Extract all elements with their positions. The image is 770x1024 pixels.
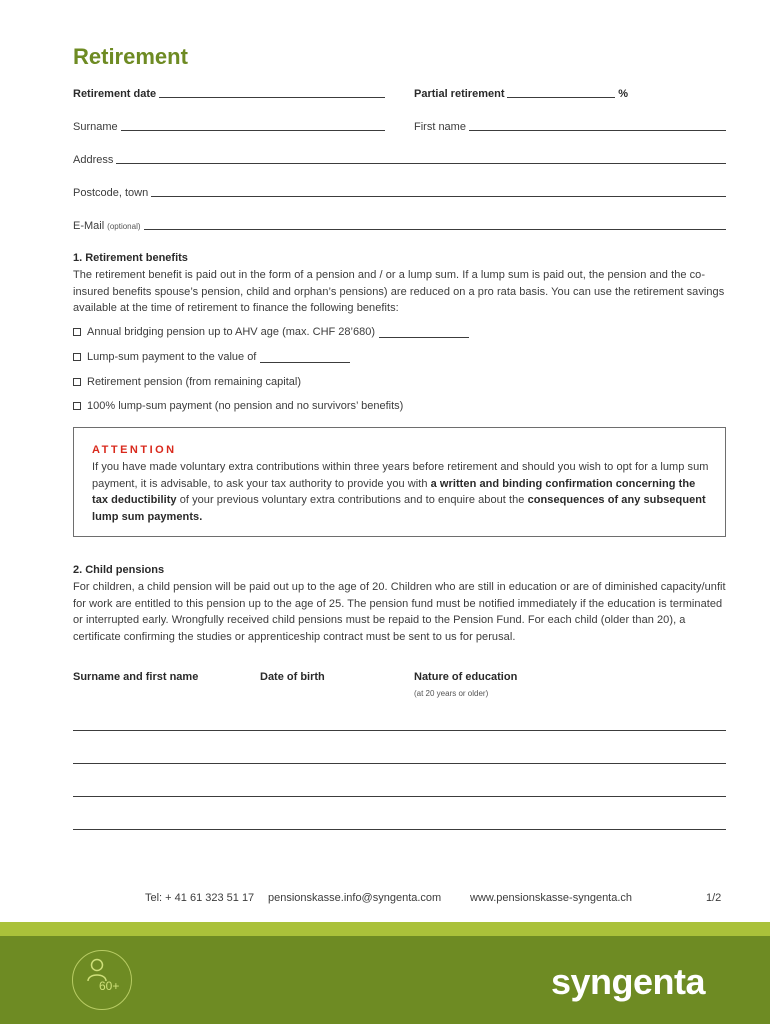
footer-website[interactable]: www.pensionskasse-syngenta.ch [470,892,633,904]
percent-sign: % [618,88,628,100]
option-full-lump-sum[interactable] [73,400,403,412]
column-header-dob: Date of birth [260,671,325,683]
footer-band-light [0,922,770,936]
partial-retirement-input-line[interactable] [507,96,615,98]
page-title: Retirement [73,44,188,69]
retirement-date-field[interactable] [73,88,385,100]
partial-retirement-label: Partial retirement [414,88,505,100]
option-lump-sum-value[interactable] [73,351,350,363]
attention-bold-part: consequences of any subsequent lump sum payments. [92,494,706,523]
option-label: Lump-sum payment to the value of [87,351,257,363]
email-label: E-Mail [73,220,105,232]
attention-text [92,459,712,525]
postcode-town-label: Postcode, town [73,187,149,199]
option-label: Annual bridging pension up to AHV age (max. CHF 28’680) [87,326,376,338]
checkbox[interactable] [73,378,81,386]
lump-sum-amount-line[interactable] [260,352,350,363]
surname-field[interactable] [73,121,385,133]
footer-phone: Tel: + 41 61 323 51 17 [145,892,255,904]
postcode-town-field[interactable] [73,187,726,199]
email-input-line[interactable] [144,228,726,230]
column-education-note: (at 20 years or older) [414,689,489,698]
column-header-name: Surname and first name [73,671,199,683]
footer-email[interactable]: pensionskasse.info@syngenta.com [268,892,442,904]
first-name-label: First name [414,121,466,133]
option-retirement-pension[interactable] [73,376,301,388]
email-optional-note: (optional) [107,222,141,231]
postcode-town-input-line[interactable] [151,195,726,197]
surname-input-line[interactable] [121,129,385,131]
retirement-date-label: Retirement date [73,88,157,100]
retirement-date-input-line[interactable] [159,96,385,98]
section1-heading: 1. Retirement benefits [73,252,188,264]
child-row-line[interactable] [73,796,726,797]
bridging-pension-amount-line[interactable] [379,327,469,338]
first-name-input-line[interactable] [469,129,726,131]
section2-text: For children, a child pension will be paid out up to the age of 20. Children who are still in education or are of diminished capacity/unfit for work are entitled to this pension up to the age of 25. The pension fund must be notified immediately if the education is terminated or interrupted early. Wrongfully received child pensions must be repaid to the Pension Fund. For each child (older than 20), a certificate confirming the studies or apprenticeship contract must be sent to us for perusal. [73,581,726,643]
option-bridging-pension[interactable] [73,326,469,338]
child-row-line[interactable] [73,763,726,764]
address-label: Address [73,154,114,166]
email-field[interactable] [73,220,726,232]
page-number: 1/2 [706,892,722,904]
address-field[interactable] [73,154,726,166]
address-input-line[interactable] [116,162,726,164]
surname-label: Surname [73,121,118,133]
syngenta-logo: syngenta [551,961,706,1002]
checkbox[interactable] [73,402,81,410]
attention-text-part: of your previous voluntary extra contributions and to enquire about the [176,494,528,506]
first-name-field[interactable] [414,121,726,133]
attention-bold-part: a written and binding confirmation concerning the tax deductibility [92,477,696,506]
partial-retirement-field[interactable] [414,88,628,100]
checkbox[interactable] [73,328,81,336]
attention-title: ATTENTION [92,444,177,456]
attention-text-part: If you have made voluntary extra contributions within three years before retirement and should you wish to opt for a lump sum payment, it is advisable, to ask your tax authority to provide you with [92,461,709,490]
age-badge-label: 60+ [99,979,120,993]
option-label: Retirement pension (from remaining capital) [87,376,301,388]
column-header-education: Nature of education [414,671,518,683]
child-row-line[interactable] [73,829,726,830]
section2-heading: 2. Child pensions [73,564,165,576]
section1-text: The retirement benefit is paid out in the form of a pension and / or a lump sum. If a lump sum is paid out, the pension and the co-insured benefits spouse’s pension, child and orphan’s pensions) are reduced on a pro rata basis. You can use the retirement savings available at the time of retirement to finance the following benefits: [73,269,725,314]
option-label: 100% lump-sum payment (no pension and no survivors’ benefits) [87,400,404,412]
child-row-line[interactable] [73,730,726,731]
checkbox[interactable] [73,353,81,361]
